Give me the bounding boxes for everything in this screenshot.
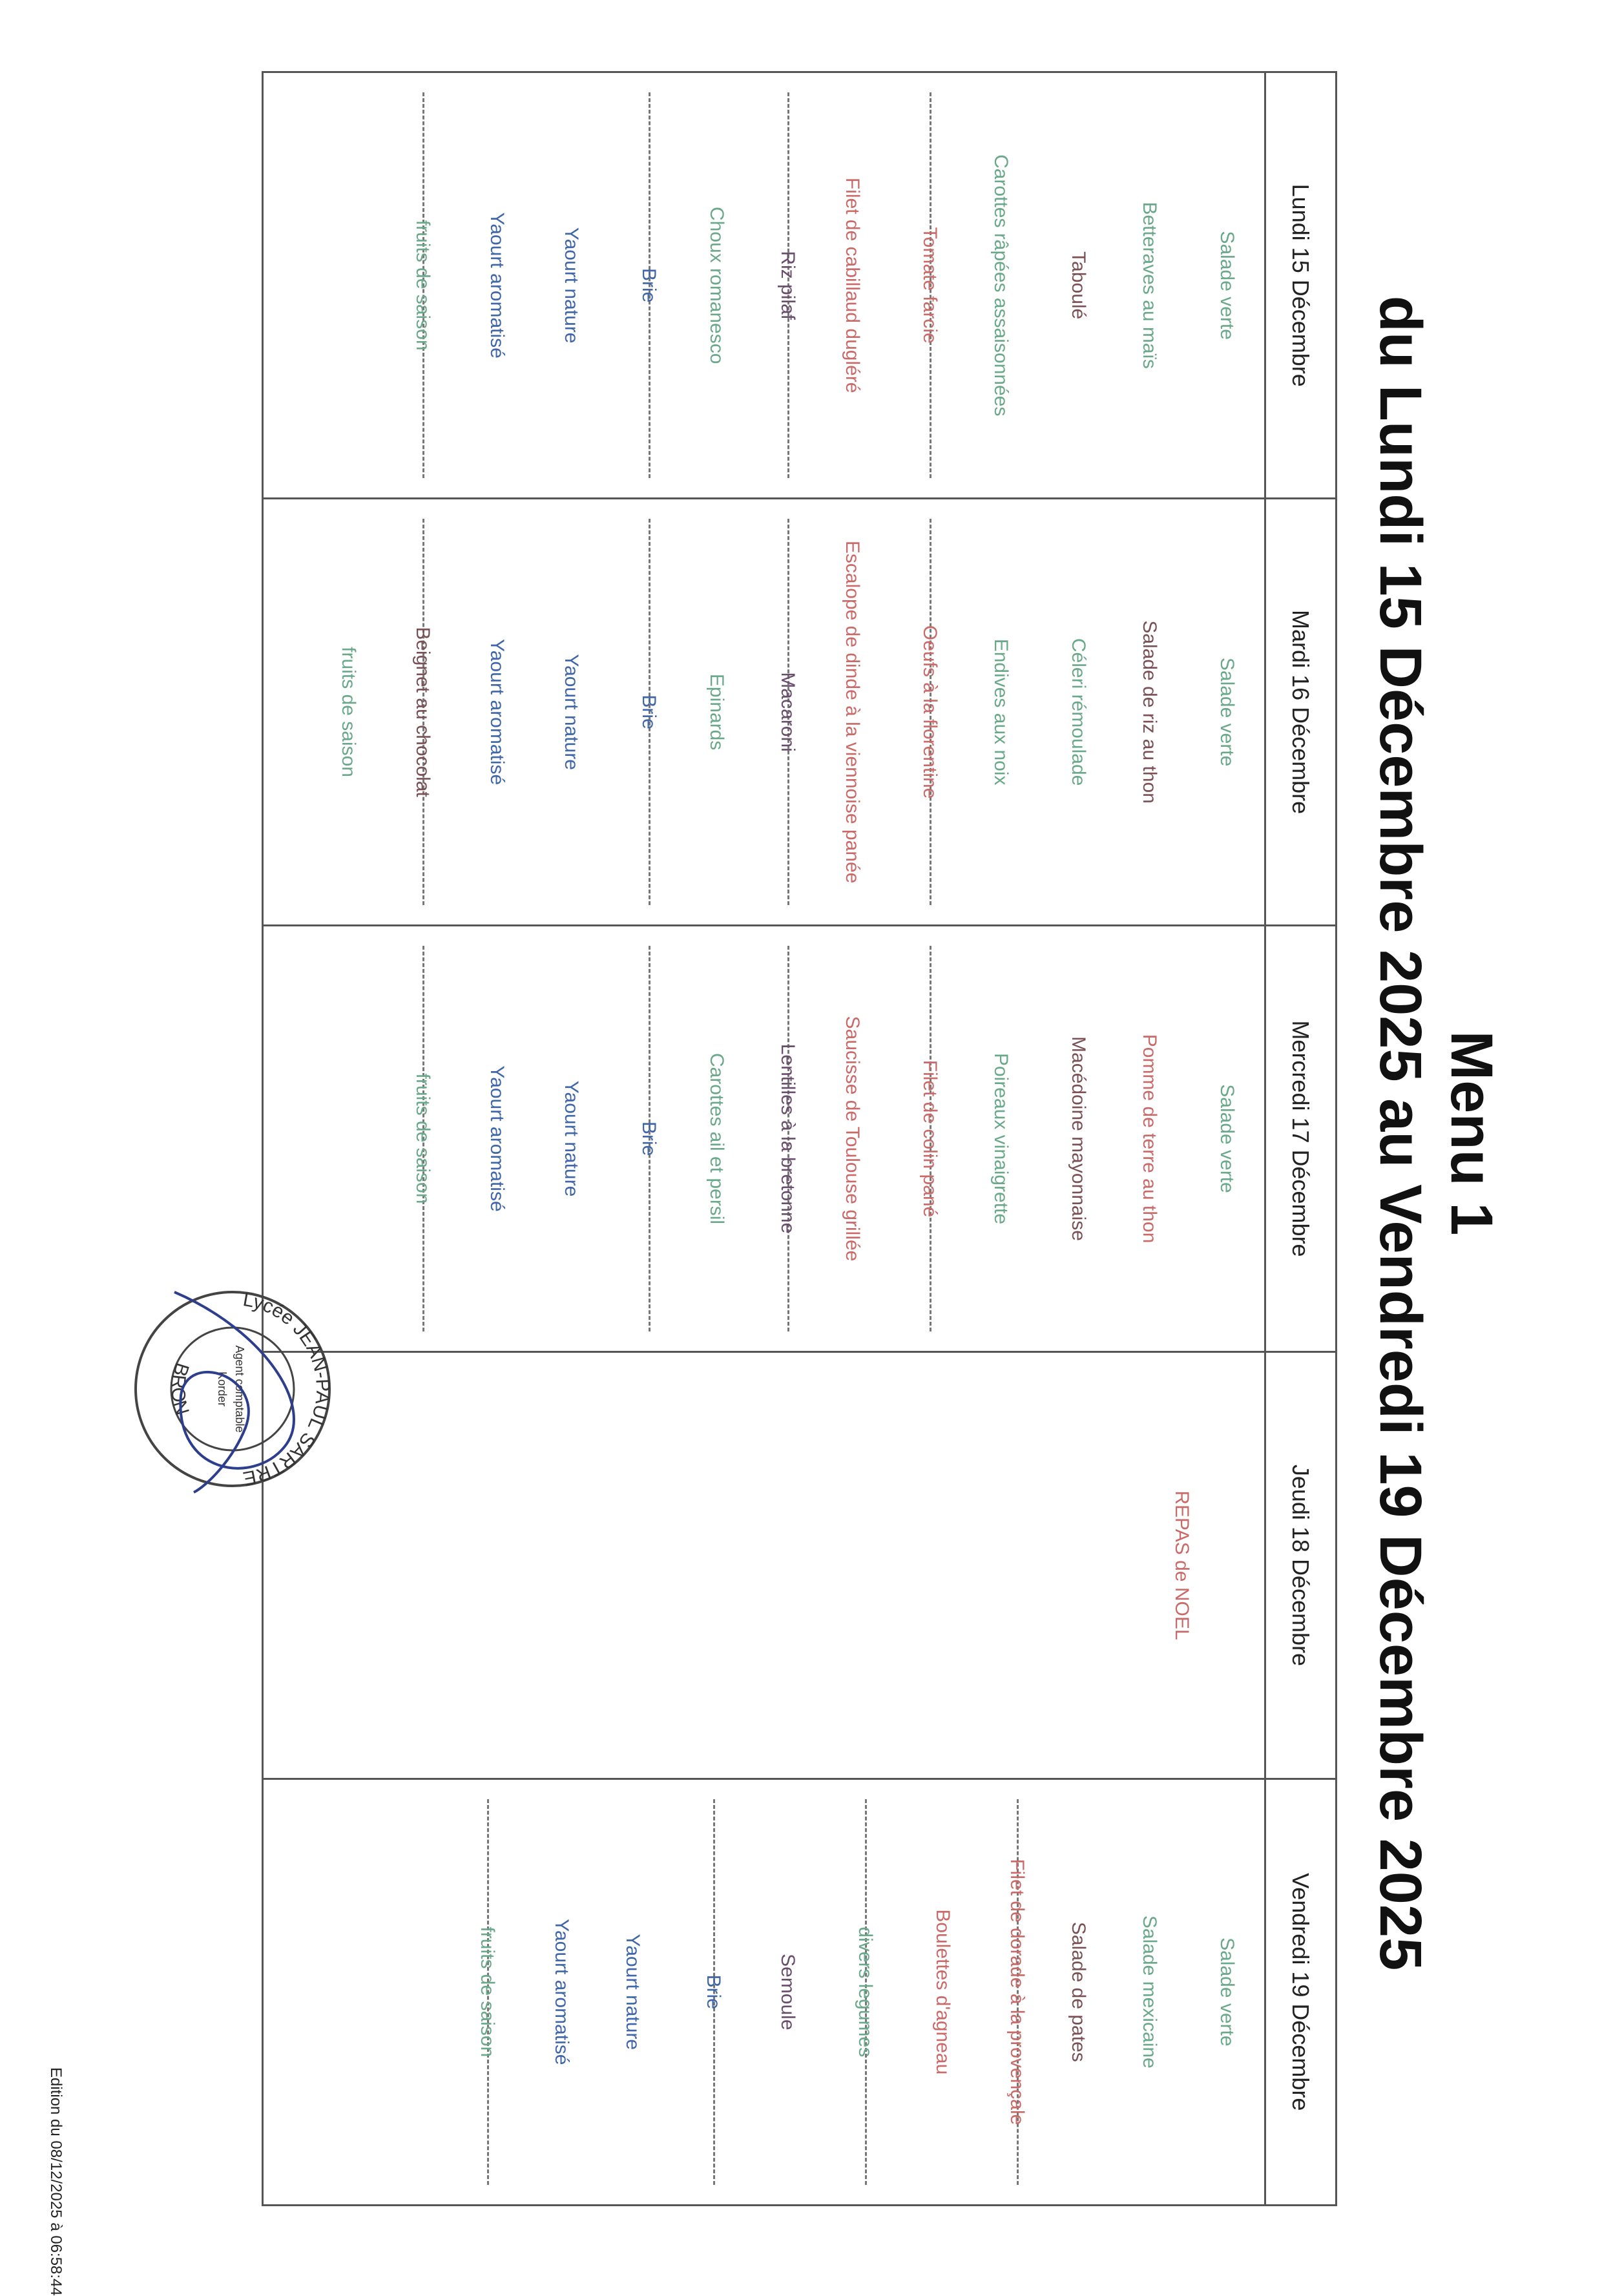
day-column-friday — [264, 1780, 1335, 2204]
menu-item: Oeufs à la florentine — [919, 625, 941, 799]
menu-item: Filet de colin pané — [919, 1059, 941, 1218]
menu-item: Riz pilaf — [777, 251, 798, 320]
menu-item: Saucisse de Toulouse grillée — [842, 1016, 863, 1262]
stamp-inner-line1: Agent comptable — [233, 1345, 246, 1433]
menu-item: Salade mexicaine — [1139, 1915, 1160, 2069]
menu-item: Lentilles à la bretonne — [777, 1043, 798, 1234]
edition-timestamp: Edition du 08/12/2025 à 06:58:44 — [47, 2067, 65, 2296]
menu-item: Macaroni — [777, 672, 798, 752]
menu-item: Céleri rémoulade — [1068, 638, 1089, 786]
menu-item: Choux romanesco — [706, 206, 727, 364]
day-body — [264, 499, 1264, 924]
menu-item: Boulettes d'agneau — [932, 1909, 953, 2075]
menu-item: Salade verte — [1216, 1937, 1238, 2047]
menu-item: Brie — [703, 1974, 724, 2009]
menu-item: Brie — [638, 1121, 660, 1156]
day-header: Lundi 15 Décembre — [1264, 73, 1335, 497]
menu-item: Filet de dorade à la provençale — [1006, 1859, 1028, 2125]
menu-date-range: du Lundi 15 Décembre 2025 au Vendredi 19 Décembre 2025 — [1368, 295, 1433, 1971]
menu-item: Pomme de terre au thon — [1139, 1034, 1160, 1244]
menu-item: Yaourt aromatisé — [486, 639, 508, 786]
menu-item: Tomate farcie — [919, 227, 941, 344]
menu-item: Salade verte — [1216, 231, 1238, 340]
menu-item: Yaourt aromatisé — [486, 212, 508, 359]
menu-item: Carottes râpées assaisonnées — [990, 154, 1012, 417]
menu-item: Escalope de dinde à la viennoise panée — [842, 540, 863, 884]
menu-item: Beignet au chocolat — [412, 627, 433, 797]
menu-item: Salade de pates — [1068, 1921, 1089, 2062]
menu-item: Salade verte — [1216, 657, 1238, 767]
menu-item: fruits de saison — [338, 647, 359, 777]
day-body — [264, 1353, 1264, 1777]
menu-item: REPAS de NOEL — [1171, 1490, 1192, 1640]
menu-item: fruits de saison — [412, 220, 433, 351]
day-header: Mardi 16 Décembre — [1264, 499, 1335, 924]
menu-item: divers legumes — [855, 1926, 876, 2058]
stamp-city: BRON — [167, 1360, 193, 1418]
menu-title: Menu 1 — [1439, 1030, 1504, 1236]
menu-item: Betteraves au maïs — [1139, 202, 1160, 369]
menu-item: Yaourt aromatisé — [486, 1065, 508, 1212]
menu-item: Brie — [638, 694, 660, 729]
day-body — [264, 1780, 1264, 2204]
menu-item: Epinards — [706, 673, 727, 751]
menu-item: Salade de riz au thon — [1139, 620, 1160, 804]
school-stamp — [123, 1279, 342, 1499]
menu-item: Yaourt nature — [561, 227, 582, 344]
stamp-outer-text: Lycée JEAN-PAUL SARTRE — [241, 1289, 334, 1490]
day-header: Jeudi 18 Décembre — [1264, 1353, 1335, 1777]
menu-item: Taboulé — [1068, 251, 1089, 320]
menu-item: Macédoine mayonnaise — [1068, 1036, 1089, 1241]
day-column-monday — [264, 73, 1335, 499]
menu-item: fruits de saison — [412, 1073, 433, 1204]
day-column-tuesday — [264, 499, 1335, 926]
menu-item: Yaourt nature — [622, 1934, 643, 2051]
day-header: Vendredi 19 Décembre — [1264, 1780, 1335, 2204]
menu-item: Yaourt nature — [561, 1080, 582, 1197]
menu-item: Poireaux vinaigrette — [990, 1052, 1012, 1225]
day-body — [264, 926, 1264, 1351]
menu-item: Carottes ail et persil — [706, 1052, 727, 1225]
day-body — [264, 73, 1264, 497]
menu-item: Brie — [638, 268, 660, 303]
menu-item: Salade verte — [1216, 1084, 1238, 1193]
menu-item: Yaourt nature — [561, 654, 582, 770]
menu-item: fruits de saison — [477, 1926, 498, 2058]
day-column-thursday — [264, 1353, 1335, 1779]
day-column-wednesday — [264, 926, 1335, 1353]
menu-item: Endives aux noix — [990, 638, 1012, 786]
day-header: Mercredi 17 Décembre — [1264, 926, 1335, 1351]
menu-grid — [262, 71, 1337, 2206]
stamp-inner-line2: Korder — [216, 1371, 229, 1407]
menu-item: Filet de cabillaud dugléré — [842, 177, 863, 393]
menu-item: Semoule — [777, 1954, 798, 2030]
menu-item: Yaourt aromatisé — [551, 1919, 572, 2065]
